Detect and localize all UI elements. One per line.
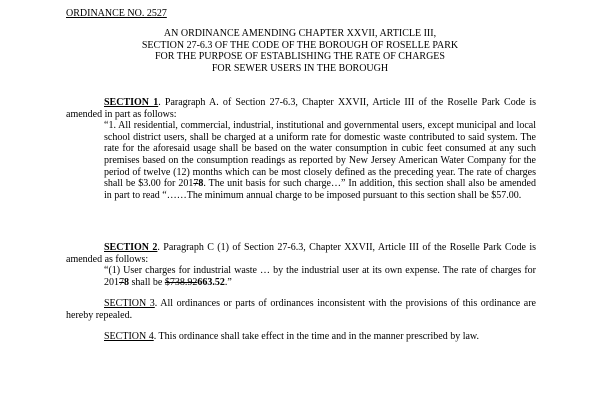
title-line: FOR SEWER USERS IN THE BOROUGH — [211, 62, 389, 74]
title-line: AN ORDINANCE AMENDING CHAPTER XXVII, ARTICLE III, — [163, 28, 437, 39]
section-2-quote-end: .” — [224, 276, 232, 288]
section-1-intro-text: . Paragraph A. of Section 27-6.3, Chapter XXVII, Article III of the Roselle Park Code is amended in part as follows: — [66, 97, 537, 120]
section-4 — [66, 331, 536, 343]
section-2-new-amount: 663.52 — [197, 276, 225, 288]
section-2-intro — [66, 242, 536, 265]
section-4-heading: SECTION 4 — [104, 331, 154, 342]
section-3-heading: SECTION 3 — [104, 298, 155, 309]
section-2-struck-year-digit: 7 — [119, 276, 124, 288]
section-2-new-year-digit: 8 — [124, 276, 129, 288]
section-1-intro — [66, 97, 536, 120]
section-1-struck-year-digit: 7 — [193, 178, 199, 190]
section-2-struck-amount: $738.92 — [164, 276, 198, 288]
section-2-quote — [104, 265, 536, 288]
section-1-quote — [104, 120, 536, 201]
section-1-quote-text-end: . The unit basis for such charge…” In addition, this section shall also be amended in part to read “……The minimum annual charge to be imposed pursuant to this section shall be $57.00. — [104, 178, 536, 201]
title-line: FOR THE PURPOSE OF ESTABLISHING THE RATE OF CHARGES — [155, 51, 445, 63]
section-4-text: . This ordinance shall take effect in the time and in the manner prescribed by law. — [153, 331, 479, 342]
section-2-intro-text: . Paragraph C (1) of Section 27-6.3, Chapter XXVII, Article III of the Roselle Park Code is amended as follows: — [66, 242, 536, 265]
section-1-heading: SECTION 1 — [104, 97, 159, 108]
section-2 — [66, 242, 536, 288]
section-3-text: . All ordinances or parts of ordinances inconsistent with the provisions of this ordinance are hereby repealed. — [66, 298, 536, 321]
section-2-heading: SECTION 2 — [104, 242, 158, 253]
section-1-quote-text: “1. All residential, commercial, industrial, institutional and governmental users, except municipal and local school district users, shall be charged at a uniform rate for domestic waste contributed to said system. The rate for the aforesaid usage shall be based on the water consumption in cubic feet consumed at any such premises based on the consumption readings as reported by New Jersey American Water Company for the period of twelve (12) months which can be most closely defined as the preceding year. The rate of charges shall be $3.00 for 201 — [104, 120, 536, 190]
section-1-new-year-digit: 8 — [198, 178, 204, 190]
section-1 — [66, 97, 536, 201]
ordinance-number: ORDINANCE NO. 2527 — [66, 8, 167, 19]
section-3 — [66, 298, 536, 321]
section-2-quote-text: “(1) User charges for industrial waste … by the industrial user at its own expense. The rate of charges for 201 — [104, 265, 536, 288]
title-line: SECTION 27-6.3 OF THE CODE OF THE BOROUGH OF ROSELLE PARK — [141, 39, 459, 51]
section-2-quote-mid: shall be — [129, 276, 165, 288]
ordinance-title — [66, 28, 534, 74]
